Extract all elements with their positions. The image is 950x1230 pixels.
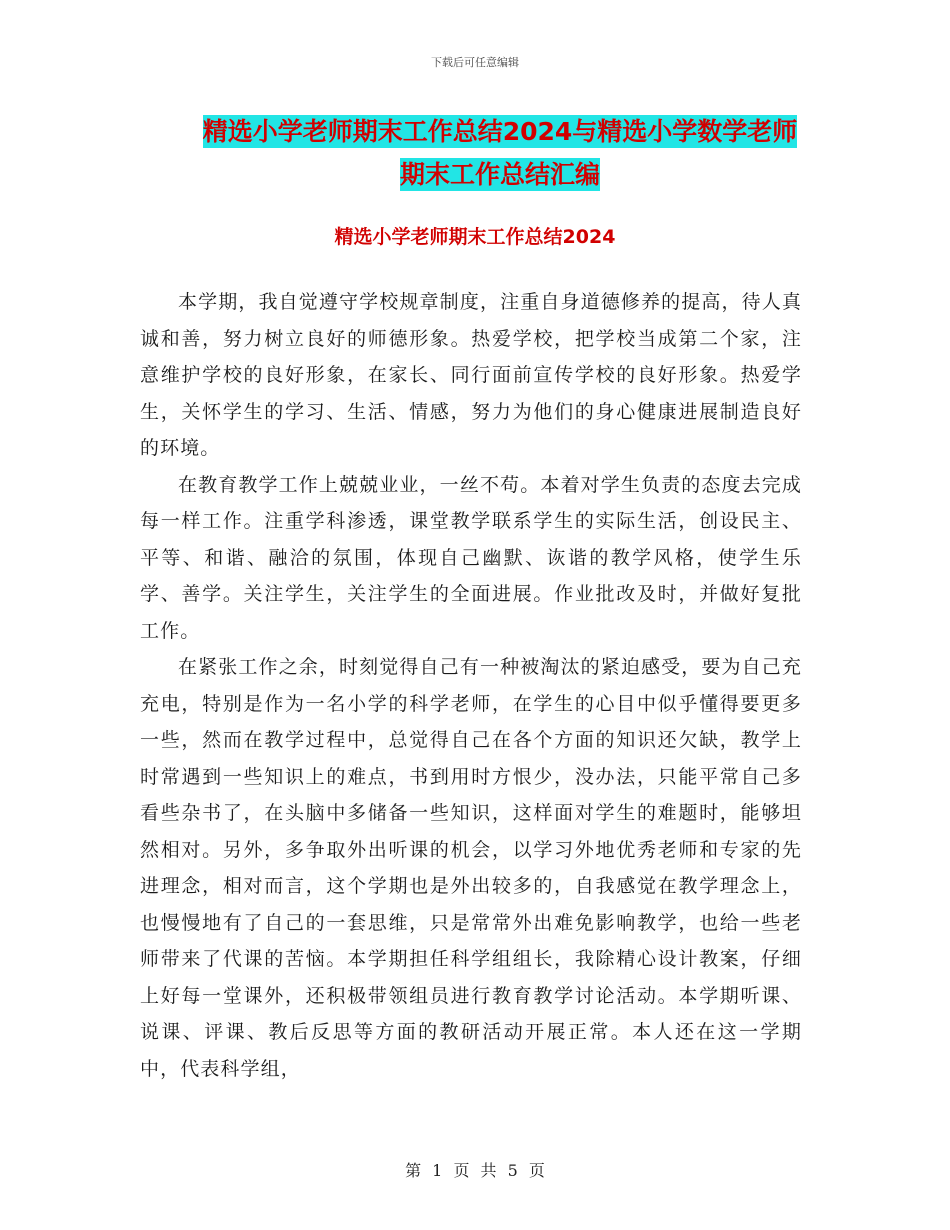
paragraph: 本学期，我自觉遵守学校规章制度，注重自身道德修养的提高，待人真诚和善，努力树立良好的师德形象。热爱学校，把学校当成第二个家，注意维护学校的良好形象，在家长、同行面前宣传学校的良好形象。热爱学生，关怀学生的学习、生活、情感，努力为他们的身心健康进展制造良好的环境。: [140, 291, 802, 459]
section-title: 精选小学老师期末工作总结2024: [334, 226, 616, 248]
main-title-line-1: 精选小学老师期末工作总结2024与精选小学数学老师: [202, 117, 798, 146]
header-note: 下载后可任意编辑: [431, 56, 519, 69]
page-footer: 第 1 页 共 5 页: [405, 1161, 545, 1180]
document-body: [140, 284, 802, 1087]
main-title-line-2: 期末工作总结汇编: [399, 160, 600, 189]
paragraph: 在紧张工作之余，时刻觉得自己有一种被淘汰的紧迫感受，要为自己充充电，特别是作为一名小学的科学老师，在学生的心目中似乎懂得要更多一些，然而在教学过程中，总觉得自己在各个方面的知识还欠缺，教学上时常遇到一些知识上的难点，书到用时方恨少，没办法，只能平常自己多看些杂书了，在头脑中多储备一些知识，这样面对学生的难题时，能够坦然相对。另外，多争取外出听课的机会，以学习外地优秀老师和专家的先进理念，相对而言，这个学期也是外出较多的，自我感觉在教学理念上，也慢慢地有了自己的一套思维，只是常常外出难免影响教学，也给一些老师带来了代课的苦恼。本学期担任科学组组长，我除精心设计教案，仔细上好每一堂课外，还积极带领组员进行教育教学讨论活动。本学期听课、说课、评课、教后反思等方面的教研活动开展正常。本人还在这一学期中，代表科学组，: [140, 656, 802, 1080]
paragraph: 在教育教学工作上兢兢业业，一丝不苟。本着对学生负责的态度去完成每一样工作。注重学科渗透，课堂教学联系学生的实际生活，创设民主、平等、和谐、融洽的氛围，体现自己幽默、诙谐的教学风格，使学生乐学、善学。关注学生，关注学生的全面进展。作业批改及时，并做好复批工作。: [140, 473, 802, 642]
main-title: [150, 110, 850, 196]
